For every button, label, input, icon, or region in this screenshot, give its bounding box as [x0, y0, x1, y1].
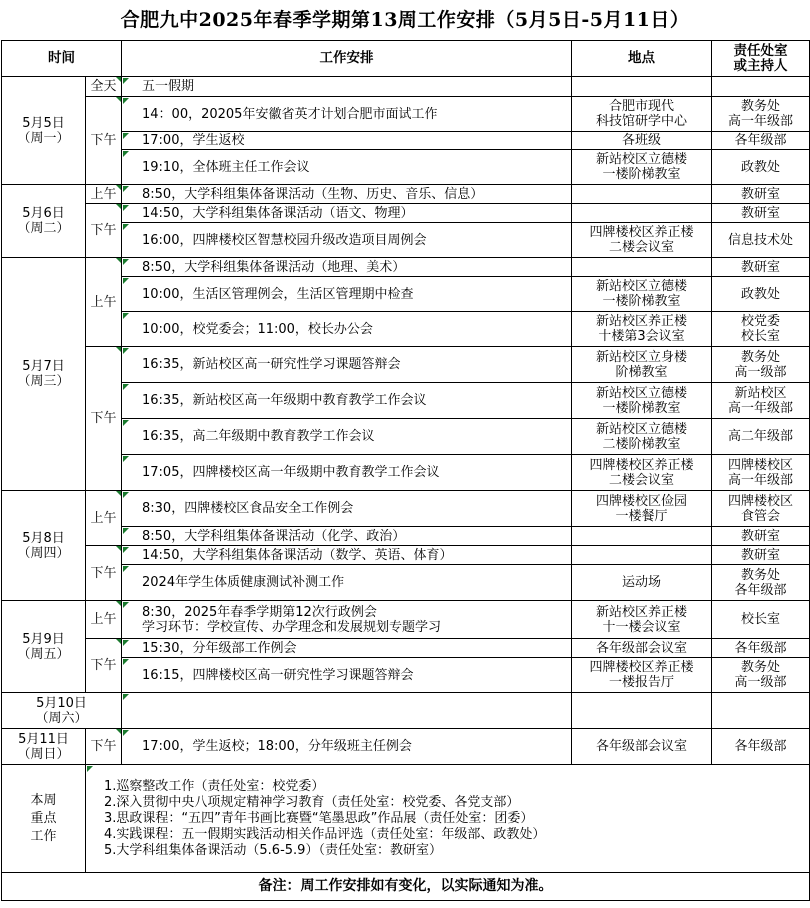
schedule-table	[1, 40, 810, 901]
focus-item: 2.深入贯彻中央八项规定精神学习教育（责任处室：校党委、各党支部）	[104, 794, 520, 810]
focus-list	[86, 765, 810, 873]
owner-cell: 教研室	[712, 204, 810, 223]
place-cell: 新站校区立德楼 二楼阶梯教室	[572, 419, 712, 455]
table-row	[2, 601, 810, 639]
place-cell: 新站校区立德楼 一楼阶梯教室	[572, 277, 712, 312]
task-cell: 14：00，20205年安徽省英才计划合肥市面试工作	[122, 97, 572, 132]
place-cell	[572, 204, 712, 223]
place-cell	[572, 527, 712, 546]
table-row	[2, 546, 810, 565]
period-cell: 上午	[86, 491, 122, 546]
page-title: 合肥九中2025年春季学期第13周工作安排（5月5日-5月11日）	[120, 9, 690, 31]
note-row	[2, 873, 810, 901]
place-cell: 各班级	[572, 132, 712, 150]
focus-item: 3.思政课程：“五四”青年书画比赛暨“笔墨思政”作品展（责任处室：团委）	[104, 810, 534, 826]
day-cell: 5月10日 （周六）	[2, 693, 122, 729]
owner-cell: 各年级部	[712, 639, 810, 658]
place-cell	[572, 546, 712, 565]
period-cell: 上午	[86, 258, 122, 347]
table-row	[2, 639, 810, 658]
place-cell	[572, 185, 712, 204]
place-cell: 各年级部会议室	[572, 729, 712, 765]
header-task: 工作安排	[122, 41, 572, 77]
period-cell: 上午	[86, 601, 122, 639]
owner-cell: 教研室	[712, 527, 810, 546]
task-cell: 15:30，分年级部工作例会	[122, 639, 572, 658]
table-row	[2, 527, 810, 546]
owner-cell: 高二年级部	[712, 419, 810, 455]
table-row	[2, 97, 810, 132]
place-cell: 新站校区立德楼 一楼阶梯教室	[572, 383, 712, 419]
owner-cell: 政教处	[712, 277, 810, 312]
task-cell: 17:05，四牌楼校区高一年级期中教育教学工作会议	[122, 455, 572, 491]
task-cell: 10:00，生活区管理例会，生活区管理期中检查	[122, 277, 572, 312]
owner-cell: 校长室	[712, 601, 810, 639]
table-row	[2, 77, 810, 97]
focus-item: 5.大学科组集体备课活动（5.6-5.9）（责任处室：教研室）	[104, 842, 442, 858]
period-cell: 下午	[86, 204, 122, 258]
day-cell: 5月8日 （周四）	[2, 491, 86, 601]
table-row	[2, 204, 810, 223]
place-cell: 四牌楼校区养正楼 二楼会议室	[572, 223, 712, 258]
table-row	[2, 223, 810, 258]
task-cell: 17:00，学生返校；18:00，分年级班主任例会	[122, 729, 572, 765]
place-cell: 运动场	[572, 565, 712, 601]
task-cell: 16:35，新站校区高一年级期中教育教学工作会议	[122, 383, 572, 419]
place-cell: 合肥市现代 科技馆研学中心	[572, 97, 712, 132]
day-cell: 5月6日 （周二）	[2, 185, 86, 258]
period-cell: 下午	[86, 347, 122, 491]
period-cell: 下午	[86, 546, 122, 601]
header-row	[2, 41, 810, 77]
table-row	[2, 132, 810, 150]
owner-cell: 教务处 高一级部	[712, 658, 810, 693]
task-cell: 16:15，四牌楼校区高一研究性学习课题答辩会	[122, 658, 572, 693]
task-cell: 8:50，大学科组集体备课活动（化学、政治）	[122, 527, 572, 546]
owner-cell: 教务处 高一级部	[712, 347, 810, 383]
focus-item: 1.巡察整改工作（责任处室：校党委）	[104, 778, 325, 794]
owner-cell	[712, 77, 810, 97]
owner-cell: 教研室	[712, 258, 810, 277]
table-row	[2, 693, 810, 729]
owner-cell: 校党委 校长室	[712, 312, 810, 347]
table-row	[2, 312, 810, 347]
place-cell: 四牌楼校区俭园 一楼餐厅	[572, 491, 712, 527]
period-cell: 下午	[86, 97, 122, 185]
table-row	[2, 347, 810, 383]
task-cell: 8:30，2025年春季学期第12次行政例会 学习环节：学校宣传、办学理念和发展规划专题学习	[122, 601, 572, 639]
place-cell: 四牌楼校区养正楼 一楼报告厅	[572, 658, 712, 693]
place-cell: 各年级部会议室	[572, 639, 712, 658]
owner-cell: 教研室	[712, 546, 810, 565]
place-cell	[572, 77, 712, 97]
owner-cell: 教务处 各年级部	[712, 565, 810, 601]
table-row	[2, 455, 810, 491]
task-cell: 8:50，大学科组集体备课活动（地理、美术）	[122, 258, 572, 277]
table-row	[2, 185, 810, 204]
day-cell: 5月9日 （周五）	[2, 601, 86, 693]
header-time: 时间	[2, 41, 122, 77]
owner-cell: 各年级部	[712, 729, 810, 765]
task-cell: 16:35，新站校区高一研究性学习课题答辩会	[122, 347, 572, 383]
task-cell: 14:50，大学科组集体备课活动（语文、物理）	[122, 204, 572, 223]
task-cell: 19:10，全体班主任工作会议	[122, 150, 572, 185]
task-cell: 14:50，大学科组集体备课活动（数学、英语、体育）	[122, 546, 572, 565]
focus-item: 4.实践课程：五一假期实践活动相关作品评选（责任处室：年级部、政教处）	[104, 826, 546, 842]
place-cell	[572, 258, 712, 277]
task-cell: 16:35，高二年级期中教育教学工作会议	[122, 419, 572, 455]
table-row	[2, 491, 810, 527]
period-cell: 全天	[86, 77, 122, 97]
period-cell: 下午	[86, 729, 122, 765]
task-cell: 2024年学生体质健康测试补测工作	[122, 565, 572, 601]
task-cell: 16:00，四牌楼校区智慧校园升级改造项目周例会	[122, 223, 572, 258]
table-row	[2, 150, 810, 185]
owner-cell: 教务处 高一年级部	[712, 97, 810, 132]
day-cell: 5月5日 （周一）	[2, 77, 86, 185]
place-cell: 四牌楼校区养正楼 二楼会议室	[572, 455, 712, 491]
table-row	[2, 383, 810, 419]
task-cell: 17:00，学生返校	[122, 132, 572, 150]
header-place: 地点	[572, 41, 712, 77]
task-cell: 8:50，大学科组集体备课活动（生物、历史、音乐、信息）	[122, 185, 572, 204]
task-cell: 8:30，四牌楼校区食品安全工作例会	[122, 491, 572, 527]
table-row	[2, 658, 810, 693]
owner-cell: 政教处	[712, 150, 810, 185]
period-cell: 上午	[86, 185, 122, 204]
owner-cell: 四牌楼校区 食管会	[712, 491, 810, 527]
owner-cell: 信息技术处	[712, 223, 810, 258]
task-cell	[122, 693, 572, 729]
task-cell: 10:00，校党委会；11:00，校长办公会	[122, 312, 572, 347]
period-cell: 下午	[86, 639, 122, 693]
owner-cell	[712, 693, 810, 729]
table-row	[2, 419, 810, 455]
day-cell: 5月7日 （周三）	[2, 258, 86, 491]
table-row	[2, 729, 810, 765]
day-cell: 5月11日 （周日）	[2, 729, 86, 765]
footnote: 备注：周工作安排如有变化，以实际通知为准。	[2, 873, 810, 901]
place-cell: 新站校区立德楼 一楼阶梯教室	[572, 150, 712, 185]
focus-label: 本周 重点 工作	[2, 765, 86, 873]
place-cell	[572, 693, 712, 729]
table-row	[2, 565, 810, 601]
owner-cell: 四牌楼校区 高一年级部	[712, 455, 810, 491]
owner-cell: 教研室	[712, 185, 810, 204]
table-row	[2, 258, 810, 277]
owner-cell: 新站校区 高一年级部	[712, 383, 810, 419]
place-cell: 新站校区养正楼 十一楼会议室	[572, 601, 712, 639]
owner-cell: 各年级部	[712, 132, 810, 150]
focus-row	[2, 765, 810, 873]
header-owner: 责任处室 或主持人	[712, 41, 810, 77]
place-cell: 新站校区养正楼 十楼第3会议室	[572, 312, 712, 347]
table-row	[2, 277, 810, 312]
task-cell: 五一假期	[122, 77, 572, 97]
place-cell: 新站校区立身楼 阶梯教室	[572, 347, 712, 383]
